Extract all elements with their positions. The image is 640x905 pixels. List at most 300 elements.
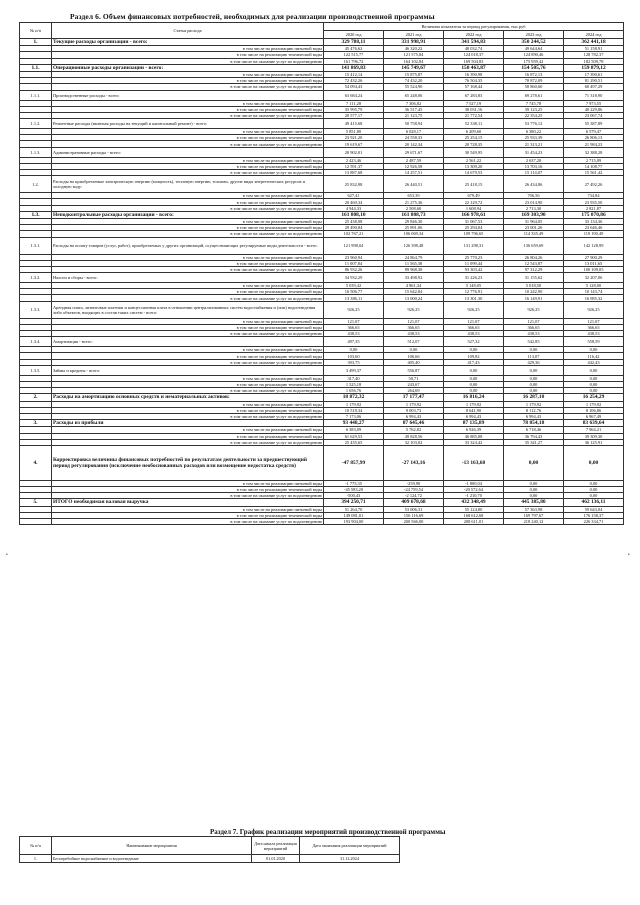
row-label: в том числе на реализацию технической воды	[52, 78, 324, 84]
row-value: 32 388,28	[564, 147, 624, 157]
row-value: 20 142,34	[384, 141, 444, 147]
row-value: 366,65	[564, 324, 624, 330]
row-value: 176 158,37	[564, 512, 624, 518]
row-value: 6 926,39	[444, 427, 504, 433]
row-value: 350 244,52	[504, 39, 564, 46]
row-label: в том числе на оказание услуг по водоотведению	[52, 331, 324, 337]
col-header-article: Статья расхода	[52, 23, 324, 39]
row-value: 2 715,09	[564, 157, 624, 163]
row-value: 405,40	[384, 359, 444, 365]
row-value: 926,25	[324, 301, 384, 318]
row-label: в том числе на реализацию технической воды	[52, 225, 324, 231]
row-value: 329 788,11	[324, 39, 384, 46]
row-code: 4.	[20, 445, 52, 480]
row-label: в том числе на реализацию технической воды	[52, 106, 324, 112]
row-value: 31 226,23	[444, 273, 504, 283]
row-value: 366,65	[384, 324, 444, 330]
row-value: 6 380,22	[504, 129, 564, 135]
row-label: в том числе на оказание услуг по водоотведению	[52, 359, 324, 365]
row-value: 13 011,65	[564, 260, 624, 266]
row-value: 36 517,45	[384, 106, 444, 112]
row-label: в том числе на реализацию технической воды	[52, 260, 324, 266]
row-code: 1.3.	[20, 211, 52, 218]
row-value: 15 114,07	[504, 170, 564, 176]
row-value: 25 254,15	[444, 135, 504, 141]
row-value: 28 902,01	[324, 147, 384, 157]
row-value: 0,00	[564, 487, 624, 493]
row-value: 113,07	[504, 353, 564, 359]
row-label: Амортизация - всего:	[52, 337, 324, 347]
row-value: 13 000,24	[384, 295, 444, 301]
row-label: Займы и кредиты - всего:	[52, 365, 324, 375]
row-value: 40 229,86	[564, 106, 624, 112]
row-value: 10 242,90	[504, 289, 564, 295]
section7-title: Раздел 7. График реализации мероприятий производственной программы	[210, 828, 446, 836]
row-value: 78 872,09	[504, 78, 564, 84]
schedule-table	[19, 836, 400, 863]
row-value: 83 639,64	[564, 420, 624, 427]
row-code: 1.3.3.	[20, 301, 52, 318]
row-label: в том числе на реализацию питьевой воды	[52, 401, 324, 407]
table-row	[20, 237, 624, 254]
row-value: 13 301,30	[444, 295, 504, 301]
row-value: 366,65	[324, 324, 384, 330]
row-value: 23 014,90	[504, 199, 564, 205]
schedule-cell-start: 01.01.2020	[252, 855, 300, 863]
row-value: 23 067,74	[564, 112, 624, 118]
row-value: 0,00	[564, 480, 624, 486]
row-value: -500,43	[324, 493, 384, 499]
row-label: в том числе на реализацию технической воды	[52, 381, 324, 387]
row-value: 7 964,21	[564, 427, 624, 433]
row-value: 16 506,77	[324, 289, 384, 295]
row-code: 1.1.2.	[20, 119, 52, 129]
row-value: 136 659,69	[504, 237, 564, 254]
row-value: 0,00	[504, 375, 564, 381]
row-value: 71 318,90	[564, 90, 624, 100]
financial-needs-table	[19, 22, 624, 525]
row-code: 1.2.	[20, 176, 52, 193]
row-label: в том числе на реализацию технической воды	[52, 512, 324, 518]
row-label: в том числе на реализацию питьевой воды	[52, 375, 324, 381]
row-value: 57 168,44	[444, 84, 504, 90]
row-value: 6 994,43	[384, 413, 444, 419]
row-value: 0,00	[444, 388, 504, 394]
row-value: 36 125,91	[564, 439, 624, 445]
schedule-header-end: Дата окончания реализации мероприятий	[300, 837, 400, 855]
row-value: 12 591,37	[324, 163, 384, 169]
row-code: 1.3.4.	[20, 337, 52, 347]
row-value: 21 313,21	[504, 141, 564, 147]
row-label: Неподконтрольные расходы организации - всего:	[52, 211, 324, 218]
row-label: в том числе на реализацию технической воды	[52, 487, 324, 493]
row-value: 149 081,01	[324, 512, 384, 518]
row-value: 121,07	[324, 318, 384, 324]
row-label: Производственные расходы - всего:	[52, 90, 324, 100]
row-value: 49 828,56	[384, 433, 444, 439]
row-value: 13 703,16	[504, 163, 564, 169]
row-value: 38 031,16	[444, 106, 504, 112]
row-value: 23 935,50	[564, 199, 624, 205]
row-value: 51 264,70	[324, 506, 384, 512]
row-value: 24 558,33	[384, 135, 444, 141]
row-value: 121,07	[444, 318, 504, 324]
row-value: -259,90	[384, 480, 444, 486]
row-value: -1 800,04	[444, 480, 504, 486]
row-value: 2 637,20	[504, 157, 564, 163]
row-value: 442,43	[564, 359, 624, 365]
row-value: 31 964,05	[504, 218, 564, 224]
row-value: 12 776,91	[444, 289, 504, 295]
row-label: в том числе на оказание услуг по водоотведению	[52, 295, 324, 301]
row-value: -1 775,35	[324, 480, 384, 486]
row-value: 7 527,19	[444, 100, 504, 106]
row-value: 393,75	[324, 359, 384, 365]
col-header-year: 2022 год	[444, 31, 504, 39]
table-row	[20, 211, 624, 218]
row-value: 7 306,82	[384, 100, 444, 106]
row-label: в том числе на реализацию технической воды	[52, 199, 324, 205]
row-value: 59 643,04	[564, 506, 624, 512]
row-value: 0,00	[564, 381, 624, 387]
row-value: 52 338,11	[444, 119, 504, 129]
row-value: 78 854,18	[504, 420, 564, 427]
row-value: 182 509,78	[564, 58, 624, 64]
row-value: 16 254,29	[564, 394, 624, 401]
row-value: 54 094,43	[324, 84, 384, 90]
row-label: в том числе на реализацию питьевой воды	[52, 254, 324, 260]
row-label: в том числе на реализацию технической воды	[52, 324, 324, 330]
row-value: 7 111,28	[324, 100, 384, 106]
row-value: 0,00	[444, 375, 504, 381]
row-value: 926,25	[564, 301, 624, 318]
row-value: 34 932,29	[324, 273, 384, 283]
row-code: 1.1.	[20, 64, 52, 71]
row-value: 6 994,43	[504, 413, 564, 419]
row-value: 15 875,87	[384, 71, 444, 77]
row-value: 175 959,42	[504, 58, 564, 64]
row-value: 169 303,90	[504, 211, 564, 218]
col-header-group: Величина показателя за период регулирования, тыс.руб	[324, 23, 624, 31]
row-label: ИТОГО необходимая валовая выручка	[52, 499, 324, 506]
row-value: 31 067,53	[444, 218, 504, 224]
table-row	[20, 445, 624, 480]
schedule-header-num: № п/п	[20, 837, 52, 855]
row-value: 7 173,06	[324, 413, 384, 419]
row-label: в том числе на реализацию питьевой воды	[52, 129, 324, 135]
row-value: 0,00	[444, 347, 504, 353]
schedule-cell-name: Бесперебойное водоснабжение и водоотведение	[52, 855, 252, 863]
row-value: 30 549,95	[444, 147, 504, 157]
row-value: 39 309,30	[564, 433, 624, 439]
row-value: -1 210,70	[444, 493, 504, 499]
row-value: 74 432,20	[384, 78, 444, 84]
row-label: в том числе на реализацию питьевой воды	[52, 71, 324, 77]
row-code: 2.	[20, 394, 52, 401]
row-value: 48 032,74	[444, 46, 504, 52]
col-header-num: № п/п	[20, 23, 52, 39]
row-value: 169 797,67	[504, 512, 564, 518]
row-value: 5 039,42	[324, 283, 384, 289]
row-value: 2 821,87	[564, 205, 624, 211]
row-label: в том числе на реализацию технической воды	[52, 163, 324, 169]
row-value: 16 149,91	[504, 295, 564, 301]
row-value: -27 143,16	[384, 445, 444, 480]
row-value: 13 309,20	[444, 163, 504, 169]
row-value: 6 383,09	[324, 427, 384, 433]
row-code: 5.	[20, 499, 52, 506]
row-value: 438,53	[384, 331, 444, 337]
row-value: 14 108,77	[564, 163, 624, 169]
row-value: 366,65	[444, 324, 504, 330]
row-value: 0,00	[504, 445, 564, 480]
row-value: 11 007,84	[324, 260, 384, 266]
row-value: 25 891,06	[384, 225, 444, 231]
row-code: 3.	[20, 420, 52, 427]
row-value: 366,65	[504, 324, 564, 330]
row-value: 23 960,94	[324, 254, 384, 260]
row-code: 1.3.2.	[20, 273, 52, 283]
col-header-year: 2023 год	[504, 31, 564, 39]
row-value: 72 432,26	[324, 78, 384, 84]
row-value: 4 861,34	[384, 283, 444, 289]
row-value: 8 112,76	[504, 407, 564, 413]
row-value: 100 109,05	[564, 266, 624, 272]
row-value: 46 320,22	[384, 46, 444, 52]
row-value: 87 645,46	[384, 420, 444, 427]
row-label: в том числе на оказание услуг по водоотведению	[52, 231, 324, 237]
table-row	[20, 420, 624, 427]
row-value: 25 438,08	[324, 218, 384, 224]
row-value: 86 932,26	[324, 266, 384, 272]
row-value: 15 412,14	[324, 71, 384, 77]
row-value: 6 994,43	[444, 413, 504, 419]
schedule-cell-end: 31.12.2024	[300, 855, 400, 863]
row-value: 2 561,22	[444, 157, 504, 163]
row-label: Ремонтные расходы (включая расходы на текущий и капитальный ремонт) - всего:	[52, 119, 324, 129]
row-value: 218 240,12	[504, 519, 564, 525]
row-value: 126 398,48	[384, 237, 444, 254]
row-value: 114 335,49	[504, 231, 564, 237]
row-value: 3 499,37	[324, 365, 384, 375]
row-value: 926,25	[384, 301, 444, 318]
row-value: 11 565,38	[384, 260, 444, 266]
row-value: 26 804,26	[504, 254, 564, 260]
row-value: 65 248,06	[384, 90, 444, 100]
row-value: 35 995,79	[324, 106, 384, 112]
row-value: 7 973,55	[564, 100, 624, 106]
row-value: 128 782,37	[564, 52, 624, 58]
row-value: 7 745,78	[504, 100, 564, 106]
row-value: 51 158,91	[564, 46, 624, 52]
row-value: 121,07	[384, 318, 444, 324]
row-value: 0,00	[324, 347, 384, 353]
table-subrow	[20, 519, 624, 525]
row-value: 15 642,84	[384, 289, 444, 295]
row-label: в том числе на оказание услуг по водоотведению	[52, 519, 324, 525]
row-value: 438,53	[564, 331, 624, 337]
row-code: 1.3.5.	[20, 365, 52, 375]
row-value: 29 846,30	[384, 218, 444, 224]
row-value: 462 136,11	[564, 499, 624, 506]
row-label: в том числе на реализацию питьевой воды	[52, 193, 324, 199]
row-code: 1.	[20, 39, 52, 46]
row-value: 93 303,42	[444, 266, 504, 272]
row-label: Операционные расходы организации - всего:	[52, 64, 324, 71]
row-value: 0,00	[564, 493, 624, 499]
row-value: 926,25	[444, 301, 504, 318]
row-value: 12 543,87	[504, 260, 564, 266]
row-value: 438,53	[504, 331, 564, 337]
row-value: 33 498,92	[384, 273, 444, 283]
row-label: в том числе на оказание услуг по водоотведению	[52, 413, 324, 419]
row-value: 32 103,02	[384, 439, 444, 445]
row-value: 429,36	[504, 359, 564, 365]
col-header-year: 2020 год	[324, 31, 384, 39]
row-value: 69 278,61	[504, 90, 564, 100]
row-value: 1 179,92	[504, 401, 564, 407]
row-value: 55 124,80	[444, 506, 504, 512]
row-label: Расходы на приобретаемые электрическую энергию (мощность), тепловую энергию, топливо, другие виды энергетических ресурсов и холодную воду:	[52, 176, 324, 193]
table-row	[20, 176, 624, 193]
row-label: в том числе на реализацию технической воды	[52, 353, 324, 359]
row-value: 2 508,60	[384, 205, 444, 211]
row-value: 21 275,36	[384, 199, 444, 205]
col-header-year: 2021 год	[384, 31, 444, 39]
section6-title: Раздел 6. Объем финансовых потребностей, необходимых для реализации производственной программы	[70, 12, 435, 21]
row-value: 438,53	[324, 331, 384, 337]
row-value: 46 885,08	[444, 433, 504, 439]
row-value: 175 070,86	[564, 211, 624, 218]
row-value: 362 441,18	[564, 39, 624, 46]
row-value: 21 984,23	[564, 141, 624, 147]
table-row	[20, 337, 624, 347]
row-value: 17 390,61	[564, 71, 624, 77]
row-value: 16 985,32	[564, 295, 624, 301]
row-value: 8 106,86	[564, 407, 624, 413]
row-value: 2 713,30	[504, 205, 564, 211]
row-value: 13 386,11	[324, 295, 384, 301]
row-value: 50 758,94	[384, 119, 444, 129]
row-value: 16 287,10	[504, 394, 564, 401]
table-row	[20, 301, 624, 318]
row-label: в том числе на реализацию питьевой воды	[52, 46, 324, 52]
row-value: 0,00	[504, 493, 564, 499]
row-value: 106,66	[384, 353, 444, 359]
row-label: Арендная плата, лизинговые платежи и концессионная плата в отношении централизованных систем водоснабжения и (или) водоотведения либо объектов, входящих в состав таких систем - всего:	[52, 301, 324, 318]
row-label: Расходы из прибыли	[52, 420, 324, 427]
row-value: 119 190,49	[564, 231, 624, 237]
row-value: 32 207,06	[564, 273, 624, 283]
row-label: в том числе на реализацию технической воды	[52, 433, 324, 439]
row-value: 200 566,00	[384, 519, 444, 525]
financial-needs-body	[20, 39, 624, 525]
row-label: в том числе на реализацию технической воды	[52, 407, 324, 413]
row-value: 0,00	[504, 381, 564, 387]
row-value: 0,00	[504, 487, 564, 493]
row-value: 0,00	[564, 347, 624, 353]
table-row	[20, 365, 624, 375]
row-value: 142 128,99	[564, 237, 624, 254]
row-label: в том числе на реализацию питьевой воды	[52, 218, 324, 224]
row-value: 131 298,31	[444, 237, 504, 254]
row-value: 14 257,51	[384, 170, 444, 176]
row-value: 25 294,04	[444, 225, 504, 231]
row-value: 409 678,68	[384, 499, 444, 506]
row-value: 161 808,10	[324, 211, 384, 218]
row-value: 87 135,89	[444, 420, 504, 427]
row-label: в том числе на реализацию питьевой воды	[52, 506, 324, 512]
row-value: 81 290,51	[564, 78, 624, 84]
row-value: 6 028,17	[384, 129, 444, 135]
row-value: 22 354,25	[504, 112, 564, 118]
row-value: 1 179,92	[324, 401, 384, 407]
row-value: 31 155,62	[504, 273, 564, 283]
row-value: 25 770,23	[444, 254, 504, 260]
row-value: 57 363,98	[504, 506, 564, 512]
row-code: 1.1.1.	[20, 90, 52, 100]
row-label: в том числе на реализацию питьевой воды	[52, 347, 324, 353]
row-code: 1.1.3.	[20, 147, 52, 157]
row-value: 35 341,27	[504, 439, 564, 445]
row-value: 33 324,42	[444, 439, 504, 445]
row-value: 17 177,47	[384, 394, 444, 401]
row-value: 58 860,60	[504, 84, 564, 90]
row-value: 0,00	[444, 381, 504, 387]
table-row	[20, 394, 624, 401]
row-value: 106 069,34	[384, 231, 444, 237]
row-value: 5 128,00	[564, 283, 624, 289]
row-value: 243,67	[384, 381, 444, 387]
row-value: 18 872,32	[324, 394, 384, 401]
row-value: 556,87	[384, 365, 444, 375]
row-value: 102 767,21	[324, 231, 384, 237]
schedule-cell-num: 1.	[20, 855, 52, 863]
page-mark-right: •	[628, 553, 630, 558]
row-value: 29 490,84	[324, 225, 384, 231]
row-value: 264,69	[384, 388, 444, 394]
row-value: 53 006,31	[384, 506, 444, 512]
table-row	[20, 90, 624, 100]
row-value: 5 018,50	[504, 283, 564, 289]
row-value: 55 524,90	[384, 84, 444, 90]
row-value: 1 608,94	[444, 205, 504, 211]
row-value: 25 933,39	[504, 135, 564, 141]
row-label: в том числе на реализацию питьевой воды	[52, 427, 324, 433]
row-value: 0,00	[564, 365, 624, 375]
row-value: 26 440,51	[384, 176, 444, 193]
row-value: 653,39	[384, 193, 444, 199]
row-label: в том числе на реализацию питьевой воды	[52, 318, 324, 324]
row-value: 6 718,46	[504, 427, 564, 433]
table-row	[20, 119, 624, 129]
row-value: 193 904,00	[324, 519, 384, 525]
row-value: 2 487,59	[384, 157, 444, 163]
col-header-year: 2024 год	[564, 31, 624, 39]
row-value: 55 387,89	[564, 119, 624, 129]
row-value: 164 102,84	[384, 58, 444, 64]
row-value: 27 900,29	[564, 254, 624, 260]
row-value: 169 504,83	[444, 58, 504, 64]
row-value: 14 679,53	[444, 170, 504, 176]
row-value: 394 250,71	[324, 499, 384, 506]
row-value: -45 583,20	[324, 487, 384, 493]
row-value: 12 926,58	[384, 163, 444, 169]
row-value: 5 762,82	[384, 427, 444, 433]
row-value: -2 124,72	[384, 493, 444, 499]
row-value: 23 001,26	[504, 225, 564, 231]
row-value: 89 968,38	[384, 266, 444, 272]
